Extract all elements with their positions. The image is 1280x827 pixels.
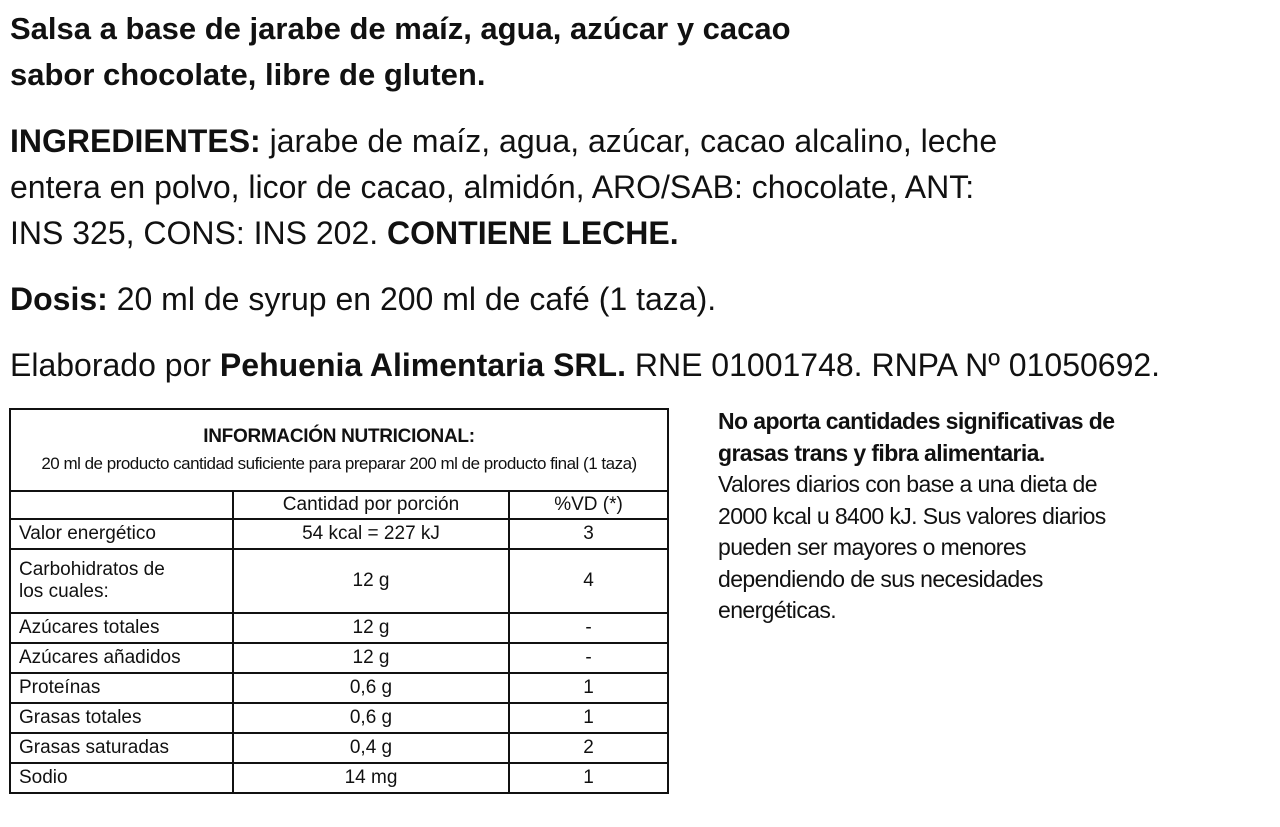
table-row	[10, 549, 668, 613]
nutrient-amount: 0,6 g	[233, 673, 509, 703]
nutrient-name: Azúcares totales	[10, 613, 233, 643]
nutrient-vd: 1	[509, 673, 668, 703]
nutrition-table	[9, 408, 669, 794]
dosis-line	[10, 276, 716, 322]
ingredients-text-3: INS 325, CONS: INS 202.	[10, 215, 388, 251]
ingredients-line-2: entera en polvo, licor de cacao, almidón, ARO/SAB: chocolate, ANT:	[10, 169, 975, 205]
nutrient-vd: 1	[509, 703, 668, 733]
nutrition-subtitle: 20 ml de producto cantidad suficiente para preparar 200 ml de producto final (1 taza)	[41, 454, 637, 473]
nutrient-vd: 3	[509, 519, 668, 549]
side-note-line-2: 2000 kcal u 8400 kJ. Sus valores diarios	[718, 502, 1106, 529]
side-note	[718, 406, 1148, 627]
manufacturer-registry: RNE 01001748. RNPA Nº 01050692.	[625, 347, 1161, 383]
manufacturer-line	[10, 342, 1160, 388]
nutrient-amount: 54 kcal = 227 kJ	[233, 519, 509, 549]
ingredients-label: INGREDIENTES:	[10, 123, 261, 159]
nutrient-name	[10, 549, 233, 613]
nutrient-vd: -	[509, 643, 668, 673]
side-note-bold-line-1: No aporta cantidades significativas de	[718, 408, 1115, 434]
table-row	[10, 673, 668, 703]
nutrient-amount: 12 g	[233, 613, 509, 643]
side-note-line-5: energéticas.	[718, 597, 837, 623]
side-note-bold-line-2: grasas trans y fibra alimentaria.	[718, 439, 1045, 466]
column-header-vd: %VD (*)	[509, 491, 668, 519]
nutrient-amount: 0,6 g	[233, 703, 509, 733]
side-note-line-3: pueden ser mayores o menores	[718, 534, 1026, 560]
product-description-line-2: sabor chocolate, libre de gluten.	[10, 57, 486, 92]
nutrient-name: Sodio	[10, 763, 233, 793]
ingredients-line-1	[10, 118, 997, 164]
ingredients-text-1: jarabe de maíz, agua, azúcar, cacao alcalino, leche	[260, 123, 998, 159]
nutrient-vd: 1	[509, 763, 668, 793]
allergen-warning: CONTIENE LECHE.	[387, 215, 679, 251]
table-row	[10, 643, 668, 673]
table-row	[10, 613, 668, 643]
manufacturer-prefix: Elaborado por	[10, 347, 220, 383]
column-header-portion: Cantidad por porción	[233, 491, 509, 519]
side-note-line-1: Valores diarios con base a una dieta de	[718, 471, 1097, 497]
table-row	[10, 733, 668, 763]
table-row	[10, 703, 668, 733]
nutrient-vd: -	[509, 613, 668, 643]
nutrient-name: Proteínas	[10, 673, 233, 703]
product-description-line-1: Salsa a base de jarabe de maíz, agua, azúcar y cacao	[10, 11, 791, 46]
nutrient-name: Grasas totales	[10, 703, 233, 733]
side-note-line-4: dependiendo de sus necesidades	[718, 565, 1043, 592]
table-row	[10, 763, 668, 793]
dosis-label: Dosis:	[10, 281, 108, 317]
nutrition-header	[10, 409, 668, 491]
nutrition-title: INFORMACIÓN NUTRICIONAL:	[203, 426, 475, 447]
nutrient-vd: 2	[509, 733, 668, 763]
nutrient-name-line-1: Carbohidratos de	[19, 559, 165, 580]
nutrient-amount: 12 g	[233, 549, 509, 613]
nutrient-amount: 0,4 g	[233, 733, 509, 763]
nutrient-vd: 4	[509, 549, 668, 613]
nutrient-name: Valor energético	[10, 519, 233, 549]
nutrient-name-line-2: los cuales:	[19, 581, 109, 602]
manufacturer-company: Pehuenia Alimentaria SRL.	[219, 347, 626, 383]
nutrient-amount: 12 g	[233, 643, 509, 673]
table-header-empty	[10, 491, 233, 519]
dosis-text: 20 ml de syrup en 200 ml de café (1 taza).	[107, 281, 717, 317]
table-row	[10, 519, 668, 549]
ingredients-line-3	[10, 210, 679, 256]
nutrition-column-header-row	[10, 491, 668, 519]
nutrient-amount: 14 mg	[233, 763, 509, 793]
nutrient-name: Grasas saturadas	[10, 733, 233, 763]
nutrient-name: Azúcares añadidos	[10, 643, 233, 673]
